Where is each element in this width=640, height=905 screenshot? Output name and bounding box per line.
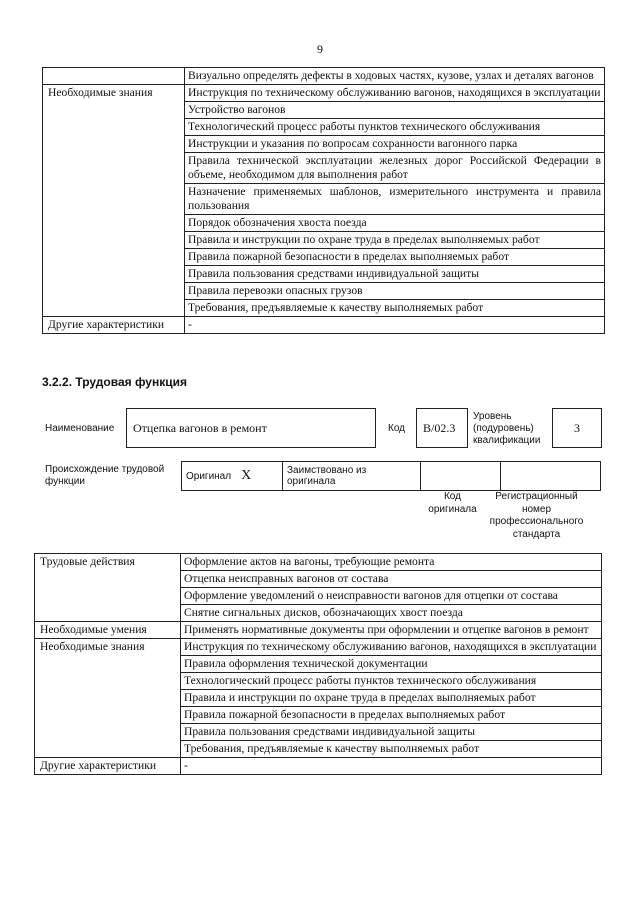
table2-row [35,622,602,639]
table2-item: - [181,758,602,775]
page-number: 9 [317,42,323,56]
function-code-box [416,408,468,448]
function-name-value: Отцепка вагонов в ремонт [133,421,267,435]
table1-item: - [185,317,605,334]
labor-function-table [34,553,602,775]
code-label: Код [388,423,406,434]
table1-row-label [43,68,185,85]
origin-code-cell [421,462,501,491]
table1-item: Порядок обозначения хвоста поезда [185,215,605,232]
table1-row [43,317,605,334]
borrowed-label: Заимствовано из оригинала [287,465,367,487]
table1-item: Правила перевозки опасных грузов [185,283,605,300]
table2-item: Правила и инструкции по охране труда в пределах выполняемых работ [181,690,602,707]
table1-item: Правила технической эксплуатации железных дорог Российской Федерации в объеме, необходимом для выполнения работ [185,153,605,184]
table2-item: Правила оформления технической документации [181,656,602,673]
table2-item: Оформление уведомлений о неисправности вагонов для отцепки от состава [181,588,602,605]
name-label: Наименование [45,423,115,434]
table2-item: Технологический процесс работы пунктов технического обслуживания [181,673,602,690]
table2-row-label: Другие характеристики [35,758,181,775]
table1-item: Правила и инструкции по охране труда в пределах выполняемых работ [185,232,605,249]
origin-label: Происхождение трудовой функции [45,464,165,487]
table2-item: Отцепка неисправных вагонов от состава [181,571,602,588]
table1-row-label: Другие характеристики [43,317,185,334]
borrowed-cell [283,462,421,491]
level-label: Уровень (подуровень) квалификации [473,411,541,446]
knowledge-table-continued [42,67,605,334]
section-title: 3.2.2. Трудовая функция [42,375,187,389]
table2-row-label: Трудовые действия [35,554,181,622]
level-box [552,408,602,448]
table2-row-label: Необходимые умения [35,622,181,639]
table1-row-label: Необходимые знания [43,85,185,317]
table1-item: Устройство вагонов [185,102,605,119]
table1-item: Визуально определять дефекты в ходовых частях, кузове, узлах и деталях вагонов [185,68,605,85]
level-value: 3 [574,421,580,435]
table2-item: Правила пользования средствами индивидуальной защиты [181,724,602,741]
table1-row [43,85,605,102]
table1-item: Технологический процесс работы пунктов технического обслуживания [185,119,605,136]
table2-item: Оформление актов на вагоны, требующие ремонта [181,554,602,571]
code-caption: Код оригинала [428,491,477,515]
table2-item: Применять нормативные документы при оформлении и отцепке вагонов в ремонт [181,622,602,639]
origin-table [181,461,601,491]
table2-row-label: Необходимые знания [35,639,181,758]
table2-row [35,639,602,656]
table2-item: Требования, предъявляемые к качеству выполняемых работ [181,741,602,758]
reg-caption: Регистрационный номер профессионального стандарта [489,491,584,540]
table1-row [43,68,605,85]
table2-row [35,554,602,571]
table2-item: Правила пожарной безопасности в пределах выполняемых работ [181,707,602,724]
table1-item: Назначение применяемых шаблонов, измерительного инструмента и правила пользования [185,184,605,215]
table2-row [35,758,602,775]
reg-number-cell [501,462,601,491]
table1-item: Инструкция по техническому обслуживанию вагонов, находящихся в эксплуатации [185,85,605,102]
original-mark: X [241,468,252,483]
table1-item: Правила пожарной безопасности в пределах выполняемых работ [185,249,605,266]
function-name-box [126,408,376,448]
table1-item: Требования, предъявляемые к качеству выполняемых работ [185,300,605,317]
table1-item: Правила пользования средствами индивидуальной защиты [185,266,605,283]
original-cell [182,462,283,491]
table1-item: Инструкции и указания по вопросам сохранности вагонного парка [185,136,605,153]
function-code-value: В/02.3 [423,421,456,435]
table2-item: Снятие сигнальных дисков, обозначающих хвост поезда [181,605,602,622]
original-label: Оригинал [186,471,232,482]
table2-item: Инструкция по техническому обслуживанию вагонов, находящихся в эксплуатации [181,639,602,656]
